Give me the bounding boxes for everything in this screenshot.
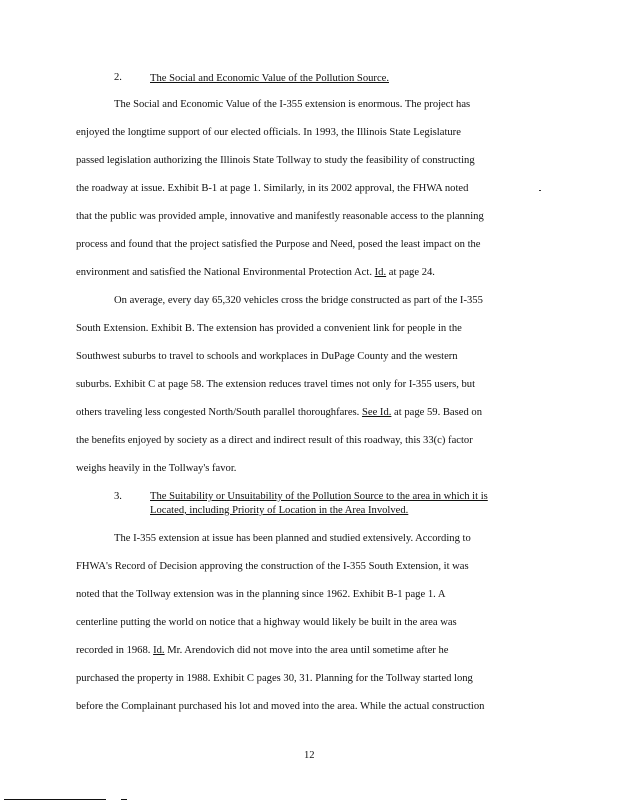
paragraph-2-line-1: On average, every day 65,320 vehicles cross the bridge constructed as part of the I-355 <box>114 295 483 306</box>
section-3-number: 3. <box>114 491 122 502</box>
paragraph-3-line-5-tail: Mr. Arendovich did not move into the area until sometime after he <box>164 645 449 656</box>
scan-speck <box>539 190 541 191</box>
paragraph-1-line-4: the roadway at issue. Exhibit B-1 at page 1. Similarly, in its 2002 approval, the FHWA noted <box>76 183 469 194</box>
paragraph-3-line-2: FHWA's Record of Decision approving the construction of the I-355 South Extension, it was <box>76 561 469 572</box>
paragraph-3-line-4: centerline putting the world on notice that a highway would likely be built in the area was <box>76 617 457 628</box>
paragraph-1-line-7-text: environment and satisfied the National Environmental Protection Act. <box>76 267 375 278</box>
paragraph-3-line-7: before the Complainant purchased his lot and moved into the area. While the actual construction <box>76 701 485 712</box>
paragraph-3-line-5-text: recorded in 1968. <box>76 645 154 656</box>
paragraph-3-line-6: purchased the property in 1988. Exhibit C pages 30, 31. Planning for the Tollway started long <box>76 673 473 684</box>
paragraph-2-line-5-text: others traveling less congested North/South parallel thoroughfares. <box>76 407 362 418</box>
paragraph-2-line-6: the benefits enjoyed by society as a direct and indirect result of this roadway, this 33(c) factor <box>76 435 473 446</box>
paragraph-2-line-7: weighs heavily in the Tollway's favor. <box>76 463 237 474</box>
id-citation-2: Id. <box>153 645 165 656</box>
paragraph-3-line-3: noted that the Tollway extension was in the planning since 1962. Exhibit B-1 page 1. A <box>76 589 446 600</box>
section-3-title-line-2: Located, including Priority of Location in the Area Involved. <box>150 505 409 516</box>
paragraph-1-line-5: that the public was provided ample, innovative and manifestly reasonable access to the planning <box>76 211 484 222</box>
paragraph-1-line-6: process and found that the project satisfied the Purpose and Need, posed the least impact on the <box>76 239 481 250</box>
section-2-title: The Social and Economic Value of the Pollution Source. <box>150 73 389 84</box>
paragraph-1-line-7-tail: at page 24. <box>386 267 435 278</box>
section-2-number: 2. <box>114 72 122 83</box>
paragraph-2-line-5 <box>76 408 482 419</box>
paragraph-2-line-2: South Extension. Exhibit B. The extension has provided a convenient link for people in the <box>76 323 462 334</box>
section-3-title-line-1: The Suitability or Unsuitability of the Pollution Source to the area in which it is <box>150 491 488 502</box>
see-id-citation: See Id. <box>361 407 392 418</box>
paragraph-1-line-2: enjoyed the longtime support of our elected officials. In 1993, the Illinois State Legislature <box>76 127 461 138</box>
paragraph-2-line-3: Southwest suburbs to travel to schools and workplaces in DuPage County and the western <box>76 351 458 362</box>
paragraph-1-line-3: passed legislation authorizing the Illinois State Tollway to study the feasibility of constructing <box>76 155 475 166</box>
page-number: 12 <box>304 750 315 761</box>
paragraph-1-line-7 <box>76 268 435 279</box>
id-citation: Id. <box>374 267 387 278</box>
paragraph-2-line-4: suburbs. Exhibit C at page 58. The extension reduces travel times not only for I-355 users, but <box>76 379 476 390</box>
paragraph-2-line-5-tail: at page 59. Based on <box>391 407 483 418</box>
paragraph-3-line-1: The I-355 extension at issue has been planned and studied extensively. According to <box>114 533 471 544</box>
paragraph-1-line-1: The Social and Economic Value of the I-355 extension is enormous. The project has <box>114 99 471 110</box>
paragraph-3-line-5 <box>76 646 448 657</box>
